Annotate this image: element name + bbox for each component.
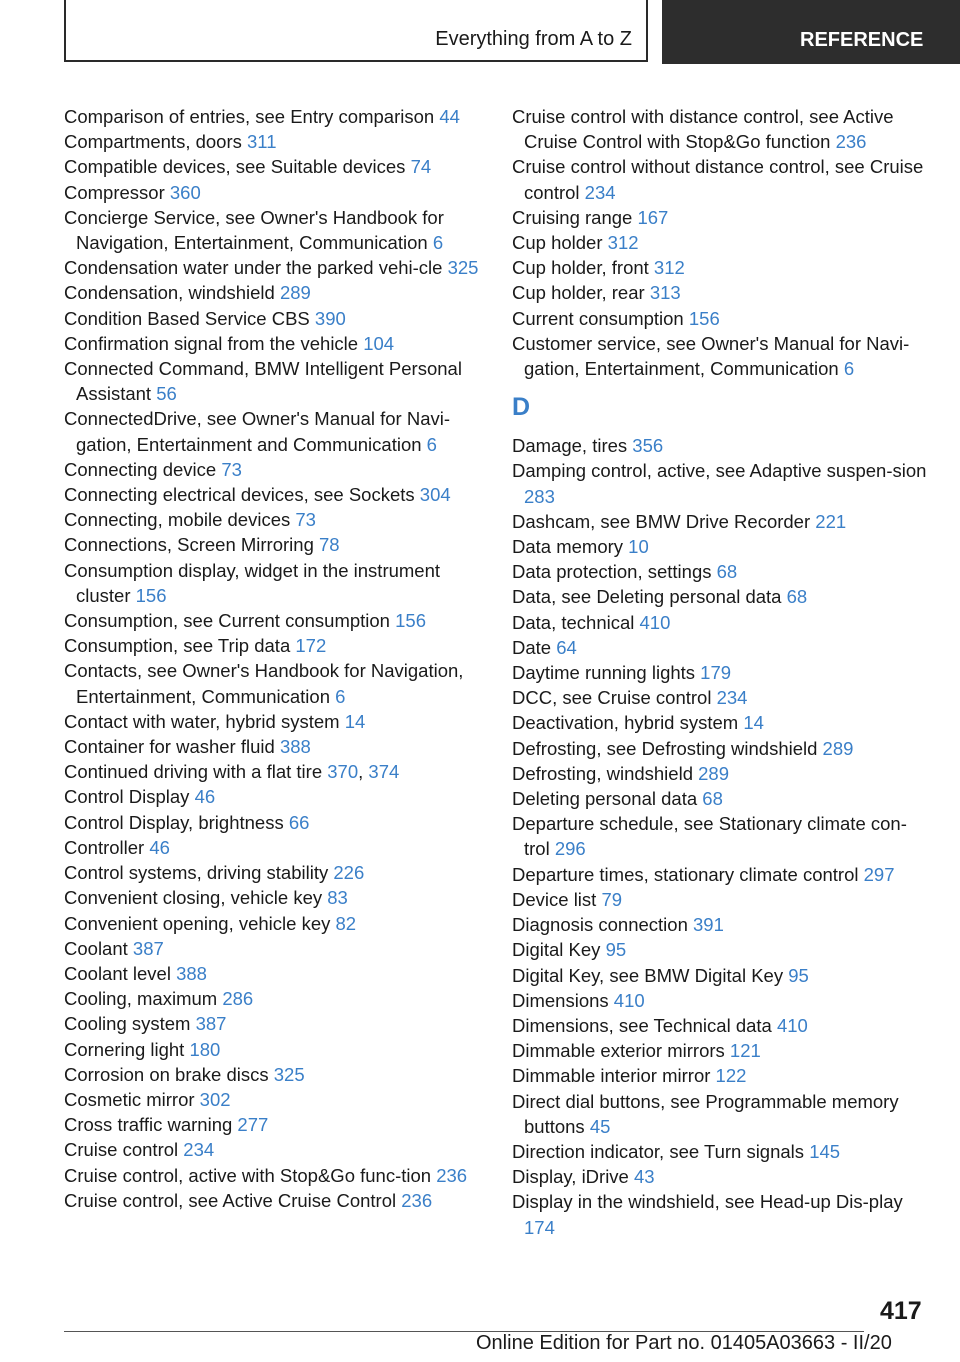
page-reference-link[interactable]: 121 (729, 1040, 761, 1062)
index-entry-text: Digital Key (512, 939, 601, 961)
index-entry (512, 710, 932, 735)
index-entry-text: DCC, see Cruise control (512, 687, 712, 709)
index-entry (64, 558, 484, 608)
page-reference-link[interactable]: 312 (607, 232, 639, 254)
page-reference-link[interactable]: 374 (368, 761, 400, 783)
page-reference-link[interactable]: 391 (693, 914, 724, 936)
index-entry-text: Cup holder, rear (512, 282, 645, 304)
index-entry (512, 1139, 932, 1164)
page-reference-link[interactable]: 296 (554, 838, 586, 860)
page-reference-link[interactable]: 46 (149, 836, 170, 858)
index-entry-text: Control systems, driving stability (64, 862, 329, 884)
index-entry-text: Condition Based Service CBS (64, 307, 310, 329)
index-entry (64, 532, 484, 557)
page-reference-link[interactable]: 226 (333, 862, 365, 884)
page-reference-link[interactable]: 44 (439, 106, 460, 127)
page-reference-link[interactable]: 180 (189, 1038, 221, 1060)
index-entry-text: Connections, Screen Mirroring (64, 534, 314, 556)
page-reference-link[interactable]: 95 (788, 964, 809, 986)
page-reference-link[interactable]: 95 (605, 939, 627, 961)
index-entry (512, 584, 932, 609)
index-entry-text: Cruise control, active with Stop&Go func-tion (64, 1164, 432, 1186)
index-entry-text: Cruise control without distance control, see Cruise control (512, 156, 924, 203)
index-entry-text: Cross traffic warning (64, 1114, 233, 1136)
page-reference-link[interactable]: 234 (584, 181, 616, 203)
index-entry (64, 860, 484, 885)
index-entry (64, 255, 484, 280)
index-entry (512, 559, 932, 584)
index-entry (512, 685, 932, 710)
index-entry-text: Departure times, stationary climate control (512, 863, 859, 885)
index-entry-text: Diagnosis connection (512, 914, 688, 936)
page-reference-link[interactable]: 289 (698, 762, 729, 784)
index-entry (512, 887, 932, 912)
index-entry-text: Data memory (512, 536, 624, 558)
page-reference-link[interactable]: 410 (613, 989, 645, 1011)
index-entry (512, 988, 932, 1013)
index-entry-text: Device list (512, 888, 597, 910)
index-entry (512, 280, 932, 305)
index-entry-text: Customer service, see Owner's Manual for Navi-gation, Entertainment, Communication (512, 332, 910, 380)
index-entry (64, 306, 484, 331)
index-entry-text: Convenient opening, vehicle key (64, 912, 331, 934)
page-reference-link[interactable]: 236 (835, 131, 867, 153)
index-entry (512, 660, 932, 685)
index-entry-text: Dashcam, see BMW Drive Recorder (512, 510, 811, 532)
index-entry (64, 961, 484, 986)
index-column-left (64, 104, 484, 1213)
page-reference-link[interactable]: 104 (363, 332, 395, 354)
index-entry-text: Data, technical (512, 611, 635, 633)
index-entry (64, 406, 484, 456)
index-entry-text: Controller (64, 836, 145, 858)
page-reference-link[interactable]: 236 (436, 1164, 468, 1186)
header-section-box (64, 0, 648, 62)
page-reference-link[interactable]: 356 (632, 435, 664, 457)
index-entry (64, 835, 484, 860)
index-entry: Continued driving with a flat tire 370, 374 (64, 761, 400, 783)
index-entry (64, 734, 484, 759)
page-reference-link[interactable]: 387 (195, 1013, 227, 1035)
index-entry (512, 963, 932, 988)
index-entry (512, 205, 932, 230)
page-reference-link[interactable]: 68 (716, 561, 738, 583)
page-reference-link[interactable]: 234 (716, 687, 748, 709)
index-entry-text: Display, iDrive (512, 1166, 629, 1188)
page-reference-link[interactable]: 73 (295, 509, 316, 531)
index-entry-text: Cup holder, front (512, 257, 649, 279)
page-reference-link[interactable]: 390 (314, 307, 346, 329)
index-entry-text: Data protection, settings (512, 561, 712, 583)
index-entry-text: Display in the windshield, see Head-up Dis-play (512, 1191, 903, 1213)
page-reference-link[interactable]: 370 (327, 761, 359, 783)
index-entry-text: Condensation, windshield (64, 282, 275, 304)
index-entry-text: Consumption display, widget in the instrument cluster (64, 559, 441, 606)
index-entry (64, 633, 484, 658)
page-reference-link[interactable]: 302 (199, 1088, 231, 1110)
index-entry (64, 784, 484, 809)
index-entry (512, 331, 932, 381)
index-entry (512, 306, 932, 331)
index-entry-text: Coolant level (64, 962, 171, 984)
index-entry-text: Cup holder (512, 232, 603, 254)
index-entry-text: Comparison of entries, see Entry comparison (64, 106, 435, 127)
index-entry (64, 129, 484, 154)
page-reference-link[interactable]: 304 (419, 484, 451, 506)
page-reference-link[interactable]: 172 (295, 635, 327, 657)
index-entry-text: Defrosting, windshield (512, 762, 693, 784)
index-entry-text: Dimmable exterior mirrors (512, 1040, 725, 1062)
page-reference-link[interactable]: 311 (247, 131, 277, 153)
index-entry-text: Defrosting, see Defrosting windshield (512, 737, 818, 759)
index-entry-text: Deactivation, hybrid system (512, 712, 739, 734)
page-reference-link[interactable]: 82 (335, 912, 357, 934)
index-entry (64, 709, 484, 734)
index-entry-text: Concierge Service, see Owner's Handbook for Navigation, Entertainment, Communication (64, 206, 444, 254)
page-reference-link[interactable]: 283 (524, 485, 555, 507)
page-reference-link[interactable]: 313 (649, 282, 681, 304)
index-entry-text: Dimensions, see Technical data (512, 1014, 772, 1036)
page-reference-link[interactable]: 289 (822, 737, 854, 759)
page-reference-link[interactable]: 74 (410, 156, 432, 178)
index-entry (512, 433, 932, 458)
index-entry-text: Control Display (64, 786, 190, 808)
index-entry (512, 534, 932, 559)
page-reference-link[interactable]: 46 (194, 786, 216, 808)
index-entry (64, 1188, 484, 1213)
index-entry (512, 786, 932, 811)
page-reference-link[interactable]: 325 (273, 1063, 305, 1085)
page-reference-link[interactable]: 156 (395, 610, 426, 632)
index-entry-text: Damping control, active, see Adaptive suspen-sion (512, 460, 927, 482)
index-entry (64, 1112, 484, 1137)
index-entry (64, 457, 484, 482)
index-entry-text: Confirmation signal from the vehicle (64, 332, 359, 354)
index-entry (64, 356, 484, 406)
index-entry-text: Daytime running lights (512, 662, 696, 684)
page-reference-link[interactable]: 64 (556, 636, 577, 658)
page-reference-link[interactable]: 289 (279, 282, 311, 304)
page-reference-link[interactable]: 6 (335, 685, 346, 707)
index-entry-text: Corrosion on brake discs (64, 1063, 269, 1085)
page-reference-link[interactable]: 79 (601, 888, 623, 910)
index-entry-text: Compressor (64, 181, 165, 203)
index-entry (64, 1062, 484, 1087)
index-entry (512, 104, 932, 154)
page-reference-link[interactable]: 410 (639, 611, 671, 633)
index-column-right (512, 104, 932, 1240)
page-reference-link[interactable]: 14 (743, 712, 764, 734)
index-entry-text: Consumption, see Trip data (64, 635, 291, 657)
index-entry-text: Cooling system (64, 1013, 191, 1035)
index-entry-text: Connecting device (64, 458, 217, 480)
page-reference-link[interactable]: 156 (688, 307, 720, 329)
index-entry-text: Damage, tires (512, 435, 628, 457)
index-entry-text: Container for washer fluid (64, 736, 275, 758)
page-reference-link[interactable]: 68 (786, 586, 808, 608)
index-entry (512, 610, 932, 635)
index-entry (64, 986, 484, 1011)
index-entry (64, 885, 484, 910)
index-entry-text: Connected Command, BMW Intelligent Personal Assistant (64, 358, 462, 405)
page-reference-link[interactable]: 10 (628, 536, 649, 558)
page-reference-link[interactable]: 6 (432, 232, 444, 254)
index-entry-text: Cornering light (64, 1038, 185, 1060)
index-entry-text: Digital Key, see BMW Digital Key (512, 964, 784, 986)
page-reference-link[interactable]: 387 (132, 937, 164, 959)
index-entry (512, 1038, 932, 1063)
page-reference-link[interactable]: 6 (426, 433, 437, 455)
page-reference-link[interactable]: 14 (344, 710, 366, 732)
index-entry (512, 255, 932, 280)
page-reference-link[interactable]: 122 (715, 1065, 747, 1087)
page-reference-link[interactable]: 221 (815, 510, 847, 532)
index-entry (512, 509, 932, 534)
index-entry (512, 912, 932, 937)
page-reference-link[interactable]: 45 (589, 1115, 611, 1137)
page-reference-link[interactable]: 388 (279, 736, 311, 758)
page-reference-link[interactable]: 66 (288, 811, 310, 833)
page-reference-link[interactable]: 410 (776, 1014, 808, 1036)
index-entry (512, 635, 932, 660)
footer-edition: Online Edition for Part no. 01405A03663 - II/20 (476, 1332, 892, 1354)
index-entry-text: Direction indicator, see Turn signals (512, 1140, 805, 1162)
index-letter-heading: D (512, 393, 531, 422)
page-reference-link[interactable]: 286 (222, 988, 254, 1010)
index-entry-text: Cruising range (512, 206, 633, 228)
index-entry-text: Cruise control, see Active Cruise Control (64, 1189, 397, 1211)
index-entry-text: Date (512, 636, 552, 658)
index-entry (512, 1013, 932, 1038)
index-entry (64, 1037, 484, 1062)
page-reference-link[interactable]: 6 (843, 358, 855, 380)
index-entry-text: Cosmetic mirror (64, 1088, 195, 1110)
index-entry-text: Coolant (64, 937, 128, 959)
index-entry (64, 1163, 484, 1188)
index-entry-text: Compatible devices, see Suitable devices (64, 156, 406, 178)
index-entry (64, 104, 484, 129)
index-entry (64, 810, 484, 835)
page-header (0, 0, 960, 66)
index-entry (64, 280, 484, 305)
page-reference-link[interactable]: 68 (702, 788, 723, 810)
index-entry-text: ConnectedDrive, see Owner's Manual for Navi-gation, Entertainment and Communication (64, 408, 451, 455)
page-reference-link[interactable]: 277 (237, 1114, 269, 1136)
page-reference-link[interactable]: 56 (156, 383, 177, 405)
index-entry (512, 811, 932, 861)
index-entry (512, 1089, 932, 1139)
page-reference-link[interactable]: 312 (653, 257, 685, 279)
index-entry (512, 154, 932, 204)
index-entry (64, 1137, 484, 1162)
page-reference-link[interactable]: 167 (637, 206, 669, 228)
page-reference-link[interactable]: 174 (524, 1216, 555, 1238)
header-section-title: Everything from A to Z (435, 28, 632, 50)
index-entry (512, 1063, 932, 1088)
index-entry (512, 761, 932, 786)
index-entry-text: Consumption, see Current consumption (64, 610, 390, 632)
index-entry-text: Contact with water, hybrid system (64, 710, 340, 732)
page-reference-link[interactable]: 73 (221, 458, 242, 480)
page-reference-link[interactable]: 325 (447, 257, 479, 279)
index-entry (512, 458, 932, 508)
page-reference-link[interactable]: 236 (401, 1189, 433, 1211)
index-entry (512, 1164, 932, 1189)
page-reference-link[interactable]: 156 (135, 584, 167, 606)
index-entry (64, 331, 484, 356)
index-entry (512, 1189, 932, 1239)
index-entry (64, 154, 484, 179)
index-entry (64, 180, 484, 205)
index-entry-text: Compartments, doors (64, 131, 242, 153)
index-entry (64, 658, 484, 708)
page-reference-link[interactable]: 297 (863, 863, 895, 885)
page-number: 417 (880, 1297, 922, 1325)
index-entry-text: Continued driving with a flat tire (64, 761, 323, 783)
index-entry-text: Convenient closing, vehicle key (64, 887, 323, 909)
page-reference-link[interactable]: 43 (634, 1166, 655, 1188)
index-entry-text: Cruise control with distance control, see Active Cruise Control with Stop&Go function (512, 106, 894, 153)
index-entry-text: Dimmable interior mirror (512, 1065, 711, 1087)
index-entry (64, 608, 484, 633)
index-entry (64, 205, 484, 255)
index-entry-text: Condensation water under the parked vehi-cle (64, 257, 443, 279)
page-reference-link[interactable]: 179 (700, 662, 732, 684)
index-entry-text: Data, see Deleting personal data (512, 586, 782, 608)
index-entry-text: Deleting personal data (512, 788, 698, 810)
index-entry-text: Direct dial buttons, see Programmable memory buttons (512, 1090, 899, 1137)
index-entry (64, 482, 484, 507)
index-entry-text: Connecting electrical devices, see Sockets (64, 484, 415, 506)
index-entry-text: Contacts, see Owner's Handbook for Navigation, Entertainment, Communication (64, 660, 464, 707)
index-entry (64, 507, 484, 532)
index-entry (64, 1011, 484, 1036)
index-entry (64, 1087, 484, 1112)
page-reference-link[interactable]: 234 (183, 1139, 215, 1161)
page-reference-link[interactable]: 83 (327, 887, 348, 909)
index-entry-text: Departure schedule, see Stationary climate con-trol (512, 813, 907, 860)
page-reference-link[interactable]: 360 (169, 181, 201, 203)
page-reference-link[interactable]: 78 (319, 534, 340, 556)
index-entry (64, 936, 484, 961)
index-entry (512, 736, 932, 761)
index-entry (512, 862, 932, 887)
header-reference-tab: REFERENCE (662, 0, 960, 64)
page-reference-link[interactable]: 145 (809, 1140, 841, 1162)
index-entry-text: Cooling, maximum (64, 988, 218, 1010)
index-entry-text: Current consumption (512, 307, 684, 329)
index-entry (512, 937, 932, 962)
page-reference-link[interactable]: 388 (176, 962, 207, 984)
index-entry (512, 230, 932, 255)
index-entry-text: Connecting, mobile devices (64, 509, 291, 531)
index-entry (64, 911, 484, 936)
index-entry-text: Control Display, brightness (64, 811, 284, 833)
index-entry-text: Cruise control (64, 1139, 179, 1161)
index-entry-text: Dimensions (512, 989, 609, 1011)
